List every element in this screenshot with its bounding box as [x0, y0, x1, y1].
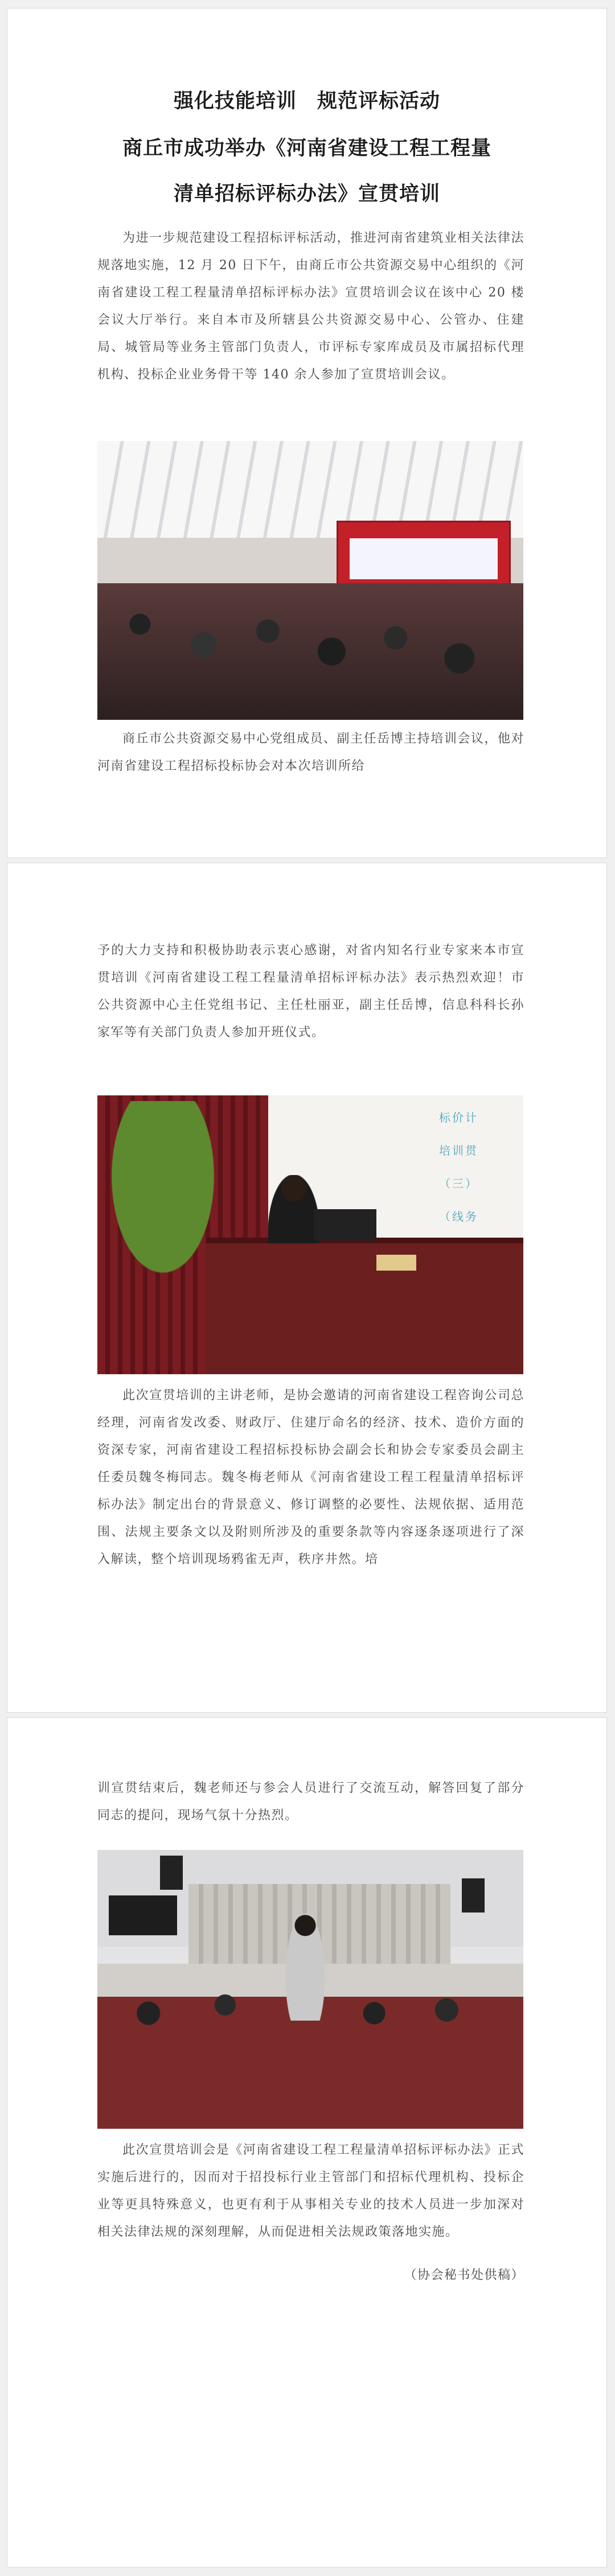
source-signature: （协会秘书处供稿）	[404, 2268, 524, 2282]
loudspeaker	[462, 1878, 485, 1913]
page-3	[7, 1717, 607, 2567]
loudspeaker	[160, 1856, 183, 1890]
page-2	[7, 863, 607, 1713]
projection-screen	[337, 521, 511, 587]
interaction-paragraph: 训宣贯结束后，魏老师还与参会人员进行了交流互动，解答回复了部分同志的提问，现场气氛十分热烈。	[97, 1781, 524, 1823]
backdrop-text: 标价计 培训贯 （三） （线务	[439, 1111, 478, 1223]
lecturer-paragraph: 此次宣贯培训的主讲老师，是协会邀请的河南省建设工程咨询公司总经理，河南省发改委、财政厅、住建厅命名的经济、技术、造价方面的资深专家，河南省建设工程招标投标协会副会长和协会专家委员会副主任委员魏冬梅同志。魏冬梅老师从《河南省建设工程工程量清单招标评标办法》制定出台的背景意义、修订调整的必要性、法规依据、适用范围、法规主要条文以及附则所涉及的重要条款等内容逐条逐项进行了深入解读，整个培训现场鸦雀无声，秩序井然。培	[97, 1388, 524, 1567]
tv-screen	[109, 1895, 177, 1935]
welcome-paragraph: 予的大力支持和积极协助表示衷心感谢，对省内知名行业专家来本市宣贯培训《河南省建设工程工程量清单招标评标办法》表示热烈欢迎！市公共资源中心主任党组书记、主任杜丽亚，副主任岳博，信息科科长孙家军等有关部门负责人参加开班仪式。	[97, 943, 524, 1040]
intro-paragraph: 为进一步规范建设工程招标评标活动，推进河南省建筑业相关法律法规落地实施，12 月 20 日下午，由商丘市公共资源交易中心组织的《河南省建设工程工程量清单招标评标办法》宣贯培训会议在该中心 20 楼会议大厅举行。来自本市及所辖县公共资源交易中心、公管办、住建局、城管局等业务主管部门负责人，市评标专家库成员及市属招标代理机构、投标企业业务骨干等 140 余人参加了宣贯培训会议。	[97, 231, 524, 382]
audience	[97, 583, 523, 720]
qa-session-photo	[97, 1850, 523, 2129]
article-title-line-3: 清单招标评标办法》宣贯培训	[173, 182, 440, 205]
standing-questioner	[285, 1913, 325, 2021]
nameplate	[376, 1255, 416, 1271]
article-title-line-1: 强化技能培训 规范评标活动	[173, 89, 440, 113]
conclusion-paragraph: 此次宣贯培训会是《河南省建设工程工程量清单招标评标办法》正式实施后进行的，因而对于招投标行业主管部门和招标代理机构、投标企业等更具特殊意义，也更有利于从事相关专业的技术人员进一步加深对相关法律法规的深刻理解，从而促进相关法规政策落地实施。	[97, 2143, 524, 2239]
speaker-photo	[97, 1095, 523, 1374]
host-paragraph: 商丘市公共资源交易中心党组成员、副主任岳博主持培训会议，他对河南省建设工程招标投标协会对本次培训所给	[97, 732, 524, 773]
conference-hall-photo	[97, 441, 523, 720]
article-title-line-2: 商丘市成功举办《河南省建设工程工程量	[122, 137, 491, 160]
laptop	[314, 1209, 376, 1240]
plant	[103, 1101, 223, 1289]
speaker	[268, 1175, 319, 1243]
page-1	[7, 8, 607, 858]
